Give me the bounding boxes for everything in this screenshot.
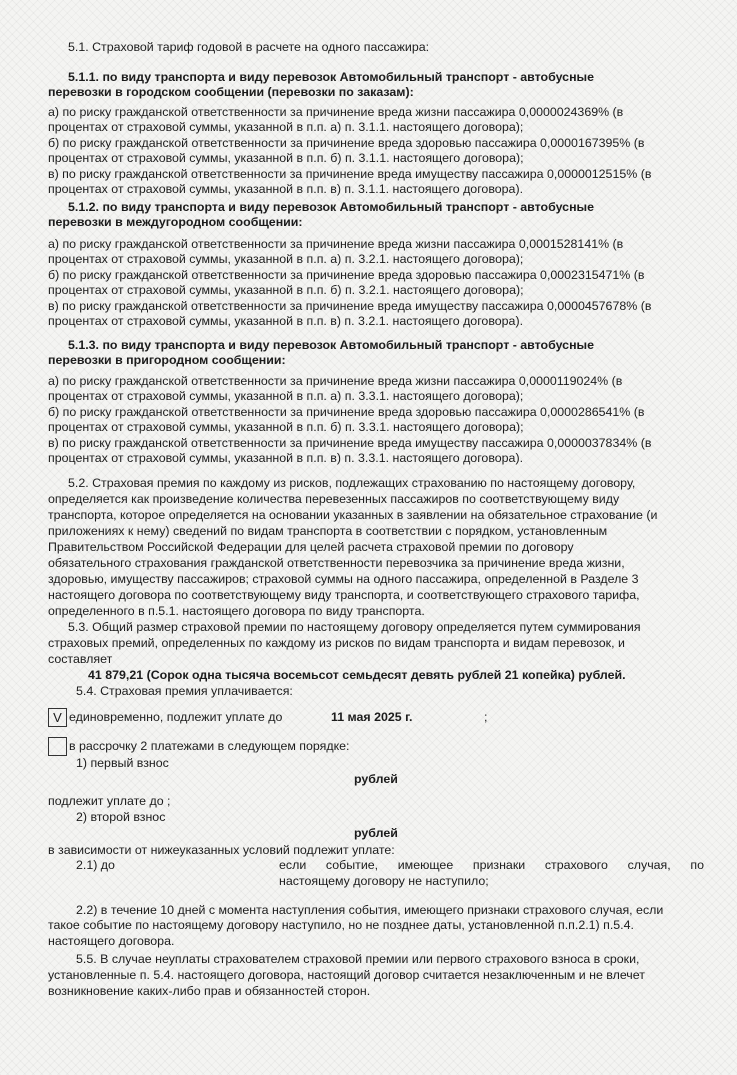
premium-calc-p2: определяется как произведение количества перевезенных пассажиров по соответствующему виду — [48, 492, 620, 506]
tariff-511-c: в) по риску гражданской ответственности за причинение вреда имуществу пассажира 0,0000012515% (в — [48, 167, 652, 181]
tariff-512-heading: 5.1.2. по виду транспорта и виду перевозок Автомобильный транспорт - автобусные — [68, 200, 595, 214]
tariff-512-a: а) по риску гражданской ответственности за причинение вреда жизни пассажира 0,0001528141% (в — [48, 237, 624, 251]
option-once-end: ; — [484, 710, 488, 724]
option-once-label: единовременно, подлежит уплате до — [69, 710, 283, 724]
total-premium-amount: 41 879,21 (Сорок одна тысяча восемьсот семьдесят девять рублей 21 копейка) рублей. — [88, 668, 626, 682]
second-installment-condition: в зависимости от нижеуказанных условий подлежит уплате: — [48, 843, 395, 857]
premium-calc-p3: транспорта, которое определяется на основании указанных в заявлении на обязательное страхование (и — [48, 508, 658, 522]
first-installment-label: 1) первый взнос — [76, 756, 169, 770]
condition-21-text: если событие, имеющее признаки страхового случая, по — [279, 858, 704, 872]
tariff-512-a-cont: процентах от страховой суммы, указанной в п.п. а) п. 3.2.1. настоящего договора); — [48, 252, 524, 266]
condition-21-text-cont: настоящему договору не наступило; — [279, 874, 489, 888]
tariff-intro: 5.1. Страховой тариф годовой в расчете на одного пассажира: — [68, 40, 430, 54]
tariff-513-a-cont: процентах от страховой суммы, указанной в п.п. а) п. 3.3.1. настоящего договора); — [48, 389, 524, 403]
tariff-512-b: б) по риску гражданской ответственности за причинение вреда здоровью пассажира 0,0002315471% (в — [48, 268, 645, 282]
tariff-513-heading: 5.1.3. по виду транспорта и виду перевозок Автомобильный транспорт - автобусные — [68, 338, 595, 352]
first-installment-currency: рублей — [354, 772, 398, 786]
first-installment-due: подлежит уплате до ; — [48, 794, 171, 808]
option-once-date: 11 мая 2025 г. — [331, 710, 413, 724]
premium-calc-p5: Правительством Российской Федерации для целей расчета страховой премии по договору — [48, 540, 574, 554]
tariff-513-c: в) по риску гражданской ответственности за причинение вреда имуществу пассажира 0,0000037834% (в — [48, 436, 652, 450]
premium-calc-p4: приложениях к нему) сведений по видам транспорта в соответствии с порядком, установленным — [48, 524, 608, 538]
tariff-511-heading: 5.1.1. по виду транспорта и виду перевозок Автомобильный транспорт - автобусные — [68, 70, 595, 84]
premium-calc-p1: 5.2. Страховая премия по каждому из рисков, подлежащих страхованию по настоящему договору, — [68, 476, 636, 490]
premium-calc-p6: обязательного страхования гражданской ответственности перевозчика за причинение вреда жизни, — [48, 556, 625, 570]
tariff-511-a: а) по риску гражданской ответственности за причинение вреда жизни пассажира 0,0000024369% (в — [48, 105, 624, 119]
tariff-513-c-cont: процентах от страховой суммы, указанной в п.п. в) п. 3.3.1. настоящего договора). — [48, 451, 524, 465]
total-premium-p2: страховых премий, определенных по каждому из рисков по видам транспорта и видам перевозок, и — [48, 636, 625, 650]
premium-calc-p9: определенного в п.5.1. настоящего договора по виду транспорта. — [48, 604, 425, 618]
option-installments-label: в рассрочку 2 платежами в следующем порядке: — [69, 739, 350, 753]
tariff-511-heading-cont: перевозки в городском сообщении (перевозки по заказам): — [48, 85, 414, 99]
premium-calc-p7: здоровью, имуществу пассажиров; страховой суммы на одного пассажира, определенной в Разделе 3 — [48, 572, 639, 586]
tariff-511-c-cont: процентах от страховой суммы, указанной в п.п. в) п. 3.1.1. настоящего договора). — [48, 182, 524, 196]
option-installments-checkbox[interactable] — [48, 737, 67, 756]
nonpayment-p1: 5.5. В случае неуплаты страхователем страховой премии или первого страхового взноса в сроки, — [76, 952, 640, 966]
tariff-512-b-cont: процентах от страховой суммы, указанной в п.п. б) п. 3.2.1. настоящего договора); — [48, 283, 524, 297]
option-once-checkbox[interactable]: V — [48, 708, 67, 727]
tariff-513-a: а) по риску гражданской ответственности за причинение вреда жизни пассажира 0,0000119024% (в — [48, 374, 623, 388]
tariff-513-b: б) по риску гражданской ответственности за причинение вреда здоровью пассажира 0,0000286541% (в — [48, 405, 645, 419]
second-installment-currency: рублей — [354, 826, 398, 840]
tariff-511-b: б) по риску гражданской ответственности за причинение вреда здоровью пассажира 0,0000167395% (в — [48, 136, 645, 150]
tariff-511-a-cont: процентах от страховой суммы, указанной в п.п. а) п. 3.1.1. настоящего договора); — [48, 120, 524, 134]
tariff-511-b-cont: процентах от страховой суммы, указанной в п.п. б) п. 3.1.1. настоящего договора); — [48, 151, 524, 165]
nonpayment-p2: установленные п. 5.4. настоящего договора, настоящий договор считается незаключенным и не влечет — [48, 968, 645, 982]
tariff-512-c: в) по риску гражданской ответственности за причинение вреда имуществу пассажира 0,0000457678% (в — [48, 299, 652, 313]
condition-21-label: 2.1) до — [76, 858, 115, 872]
condition-22-p3: настоящего договора. — [48, 934, 175, 948]
condition-22-p2: такое событие по настоящему договору наступило, но не позднее даты, установленной п.п.2.1) п.5.4. — [48, 918, 634, 932]
tariff-512-c-cont: процентах от страховой суммы, указанной в п.п. в) п. 3.2.1. настоящего договора). — [48, 314, 524, 328]
condition-22-p1: 2.2) в течение 10 дней с момента наступления события, имеющего признаки страхового случая, если — [76, 903, 664, 917]
total-premium-p3: составляет — [48, 652, 113, 666]
total-premium-p1: 5.3. Общий размер страховой премии по настоящему договору определяется путем суммирования — [68, 620, 641, 634]
tariff-513-heading-cont: перевозки в пригородном сообщении: — [48, 353, 286, 367]
tariff-513-b-cont: процентах от страховой суммы, указанной в п.п. б) п. 3.3.1. настоящего договора); — [48, 420, 524, 434]
premium-calc-p8: настоящего договора по соответствующему виду транспорта, и соответствующего страхового тарифа, — [48, 588, 640, 602]
payment-heading: 5.4. Страховая премия уплачивается: — [76, 684, 293, 698]
tariff-512-heading-cont: перевозки в междугородном сообщении: — [48, 215, 303, 229]
second-installment-label: 2) второй взнос — [76, 810, 166, 824]
nonpayment-p3: возникновение каких-либо прав и обязанностей сторон. — [48, 984, 371, 998]
